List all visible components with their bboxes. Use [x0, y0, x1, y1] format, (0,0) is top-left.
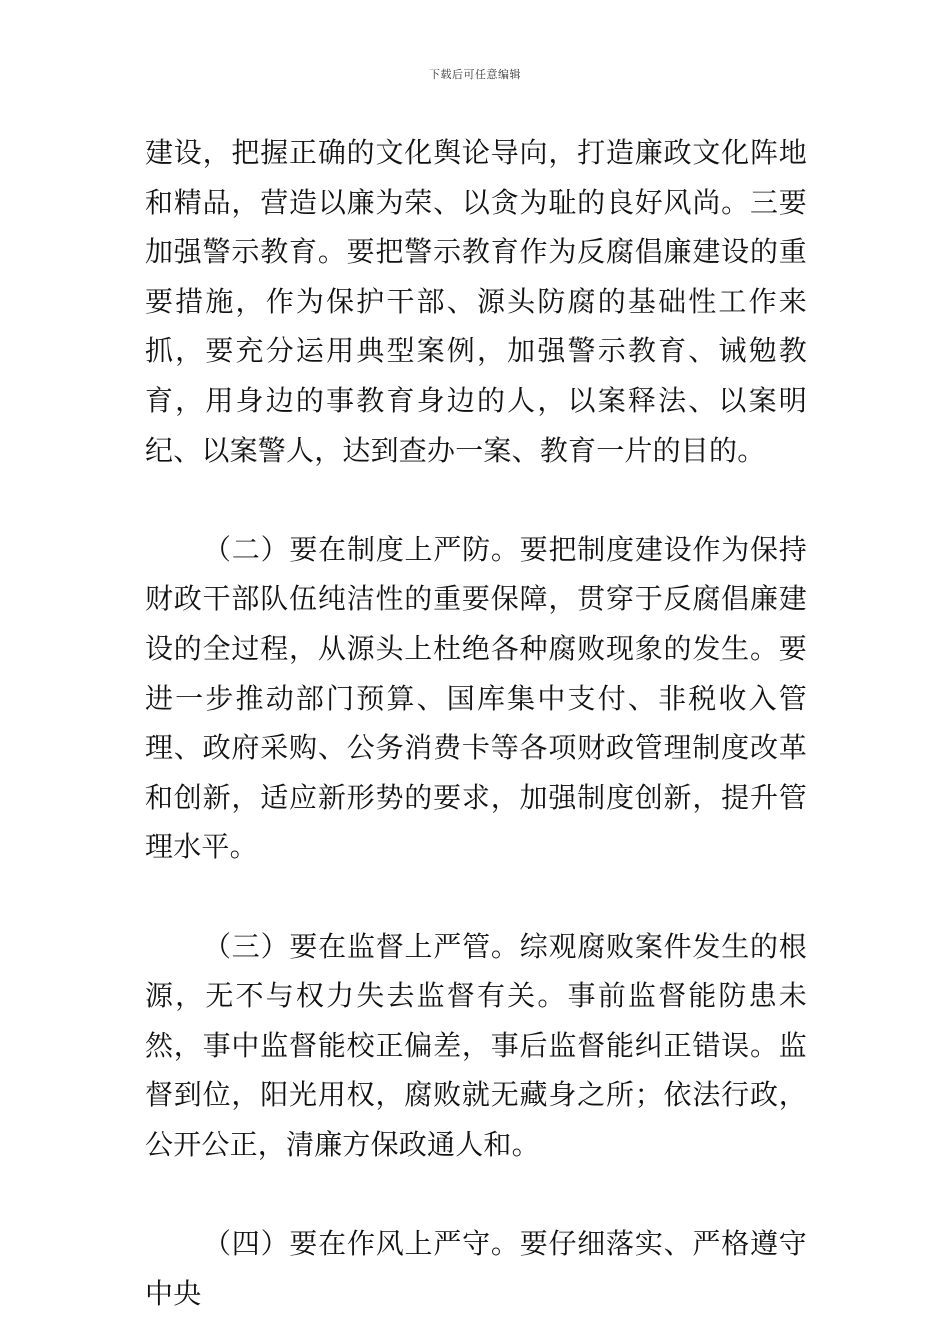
paragraph-section-3: （三）要在监督上严管。综观腐败案件发生的根源，无不与权力失去监督有关。事前监督能防患未然，事中监督能校正偏差，事后监督能纠正错误。监督到位，阳光用权，腐败就无藏身之所；依法行政，公开公正，清廉方保政通人和。	[145, 929, 807, 1161]
header-note: 下载后可任意编辑	[429, 68, 521, 81]
paragraph-gap	[145, 475, 807, 525]
paragraph-section-2: （二）要在制度上严防。要把制度建设作为保持财政干部队伍纯洁性的重要保障，贯穿于反腐倡廉建设的全过程，从源头上杜绝各种腐败现象的发生。要进一步推动部门预算、国库集中支付、非税收入管理、政府采购、公务消费卡等各项财政管理制度改革和创新，适应新形势的要求，加强制度创新，提升管理水平。	[145, 532, 807, 864]
paragraph-section-4: （四）要在作风上严守。要仔细落实、严格遵守中央	[145, 1227, 807, 1310]
paragraph-gap	[145, 872, 807, 922]
paragraph-continuation: 建设，把握正确的文化舆论导向，打造廉政文化阵地和精品，营造以廉为荣、以贪为耻的良好风尚。三要加强警示教育。要把警示教育作为反腐倡廉建设的重要措施，作为保护干部、源头防腐的基础性工作来抓，要充分运用典型案例，加强警示教育、诫勉教育，用身边的事教育身边的人，以案释法、以案明纪、以案警人，达到查办一案、教育一片的目的。	[145, 136, 807, 467]
paragraph-gap	[145, 1169, 807, 1219]
document-body	[145, 128, 807, 1318]
